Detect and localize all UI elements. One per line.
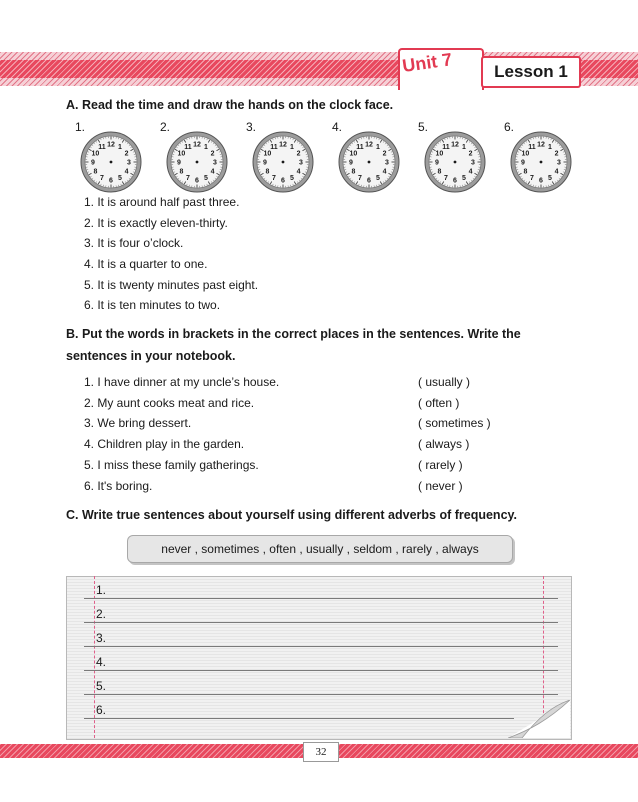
clock-numeral: 4 <box>296 168 301 176</box>
clock-label-2: 2. <box>160 120 171 134</box>
page-curl-corner <box>508 700 570 738</box>
sentence-item-5: 5. I miss these family gatherings. <box>84 458 259 472</box>
clock-label-1: 1. <box>75 120 86 134</box>
clock-numeral: 11 <box>528 144 536 152</box>
clock-numeral: 2 <box>554 150 559 158</box>
clock-numeral: 7 <box>444 175 448 183</box>
clock-label-3: 3. <box>246 120 257 134</box>
clock-numeral: 2 <box>296 150 301 158</box>
time-item-6: 6. It is ten minutes to two. <box>84 298 221 312</box>
clock-numeral: 5 <box>118 175 122 183</box>
clock-numeral: 3 <box>127 159 131 167</box>
clock-numeral: 6 <box>453 177 457 185</box>
page-number: 32 <box>303 742 339 762</box>
clock-numeral: 5 <box>290 175 294 183</box>
time-item-4: 4. It is a quarter to one. <box>84 257 208 271</box>
line-number-1: 1. <box>96 583 107 597</box>
writing-line-6[interactable] <box>84 718 514 719</box>
notebook-area <box>66 576 572 740</box>
line-number-3: 3. <box>96 631 107 645</box>
clock-numeral: 7 <box>100 175 104 183</box>
clock-numeral: 7 <box>186 175 190 183</box>
clock-numeral: 7 <box>358 175 362 183</box>
clock-numeral: 8 <box>437 168 442 176</box>
clock-numeral: 8 <box>523 168 528 176</box>
adverb-item-6: ( never ) <box>418 479 463 493</box>
clock-numeral: 1 <box>118 144 122 152</box>
clock-numeral: 9 <box>177 159 181 167</box>
clock-numeral: 1 <box>376 144 380 152</box>
time-item-5: 5. It is twenty minutes past eight. <box>84 278 259 292</box>
clock-numeral: 3 <box>471 159 475 167</box>
clock-numeral: 10 <box>435 150 444 158</box>
clock-numeral: 6 <box>109 177 113 185</box>
clock-numeral: 12 <box>279 141 287 149</box>
clock-face-6[interactable] <box>510 131 572 193</box>
time-item-1: 1. It is around half past three. <box>84 195 240 209</box>
clock-numeral: 10 <box>521 150 530 158</box>
clock-numeral: 12 <box>451 141 459 149</box>
writing-line-4[interactable] <box>84 670 558 671</box>
clock-numeral: 5 <box>462 175 466 183</box>
sentence-item-1: 1. I have dinner at my uncle’s house. <box>84 375 280 389</box>
clock-numeral: 2 <box>124 150 129 158</box>
clock-numeral: 2 <box>468 150 473 158</box>
clock-numeral: 5 <box>548 175 552 183</box>
section-c-heading: C. Write true sentences about yourself using different adverbs of frequency. <box>66 508 518 522</box>
clock-numeral: 11 <box>442 144 450 152</box>
section-b-heading-line2: sentences in your notebook. <box>66 349 236 363</box>
clock-label-5: 5. <box>418 120 429 134</box>
clock-numeral: 3 <box>213 159 217 167</box>
sentence-item-2: 2. My aunt cooks meat and rice. <box>84 396 255 410</box>
clock-numeral: 4 <box>468 168 473 176</box>
clock-numeral: 4 <box>210 168 215 176</box>
clock-label-6: 6. <box>504 120 515 134</box>
clock-numeral: 2 <box>382 150 387 158</box>
clock-numeral: 12 <box>193 141 201 149</box>
clock-numeral: 5 <box>204 175 208 183</box>
sentence-item-4: 4. Children play in the garden. <box>84 437 245 451</box>
writing-line-1[interactable] <box>84 598 558 599</box>
clock-numeral: 12 <box>365 141 373 149</box>
clock-numeral: 11 <box>270 144 278 152</box>
clock-face-3[interactable] <box>252 131 314 193</box>
adverb-item-2: ( often ) <box>418 396 460 410</box>
clock-numeral: 3 <box>299 159 303 167</box>
clock-numeral: 10 <box>263 150 272 158</box>
adverb-item-4: ( always ) <box>418 437 470 451</box>
clock-numeral: 9 <box>91 159 95 167</box>
writing-line-5[interactable] <box>84 694 558 695</box>
clock-numeral: 12 <box>107 141 115 149</box>
line-number-5: 5. <box>96 679 107 693</box>
clock-numeral: 9 <box>435 159 439 167</box>
line-number-2: 2. <box>96 607 107 621</box>
writing-line-2[interactable] <box>84 622 558 623</box>
clock-numeral: 8 <box>265 168 270 176</box>
clock-numeral: 4 <box>382 168 387 176</box>
line-number-4: 4. <box>96 655 107 669</box>
lesson-label: Lesson 1 <box>481 56 581 88</box>
adverb-item-5: ( rarely ) <box>418 458 463 472</box>
clock-numeral: 7 <box>530 175 534 183</box>
clock-numeral: 11 <box>184 144 192 152</box>
line-number-6: 6. <box>96 703 107 717</box>
unit-label: Unit 7 <box>401 49 454 77</box>
clock-numeral: 10 <box>349 150 358 158</box>
clock-numeral: 7 <box>272 175 276 183</box>
clock-numeral: 6 <box>195 177 199 185</box>
clock-face-1[interactable] <box>80 131 142 193</box>
clock-numeral: 6 <box>281 177 285 185</box>
clock-numeral: 1 <box>204 144 208 152</box>
section-a-heading: A. Read the time and draw the hands on the clock face. <box>66 98 394 112</box>
clock-numeral: 3 <box>557 159 561 167</box>
clock-face-2[interactable] <box>166 131 228 193</box>
clock-numeral: 6 <box>367 177 371 185</box>
clock-numeral: 11 <box>356 144 364 152</box>
clock-numeral: 10 <box>177 150 186 158</box>
section-b-heading-line1: B. Put the words in brackets in the correct places in the sentences. Write the <box>66 327 521 341</box>
clock-label-4: 4. <box>332 120 343 134</box>
clock-numeral: 1 <box>548 144 552 152</box>
clock-numeral: 9 <box>263 159 267 167</box>
clock-numeral: 11 <box>98 144 106 152</box>
notebook-margin-left <box>94 576 95 738</box>
clock-numeral: 10 <box>91 150 100 158</box>
adverb-item-3: ( sometimes ) <box>418 416 491 430</box>
clock-numeral: 4 <box>124 168 129 176</box>
clock-numeral: 9 <box>349 159 353 167</box>
clock-numeral: 4 <box>554 168 559 176</box>
clock-numeral: 9 <box>521 159 525 167</box>
clock-numeral: 8 <box>93 168 98 176</box>
clock-numeral: 5 <box>376 175 380 183</box>
clock-numeral: 8 <box>179 168 184 176</box>
adverb-item-1: ( usually ) <box>418 375 471 389</box>
clock-numeral: 1 <box>290 144 294 152</box>
clock-numeral: 6 <box>539 177 543 185</box>
sentence-item-6: 6. It's boring. <box>84 479 153 493</box>
adverb-word-box: never , sometimes , often , usually , seldom , rarely , always <box>127 535 513 563</box>
clock-numeral: 8 <box>351 168 356 176</box>
clock-numeral: 1 <box>462 144 466 152</box>
clock-face-5[interactable] <box>424 131 486 193</box>
writing-line-3[interactable] <box>84 646 558 647</box>
sentence-item-3: 3. We bring dessert. <box>84 416 192 430</box>
clock-numeral: 2 <box>210 150 215 158</box>
time-item-2: 2. It is exactly eleven-thirty. <box>84 216 228 230</box>
clock-face-4[interactable] <box>338 131 400 193</box>
time-item-3: 3. It is four o’clock. <box>84 236 184 250</box>
clock-numeral: 3 <box>385 159 389 167</box>
clock-numeral: 12 <box>537 141 545 149</box>
